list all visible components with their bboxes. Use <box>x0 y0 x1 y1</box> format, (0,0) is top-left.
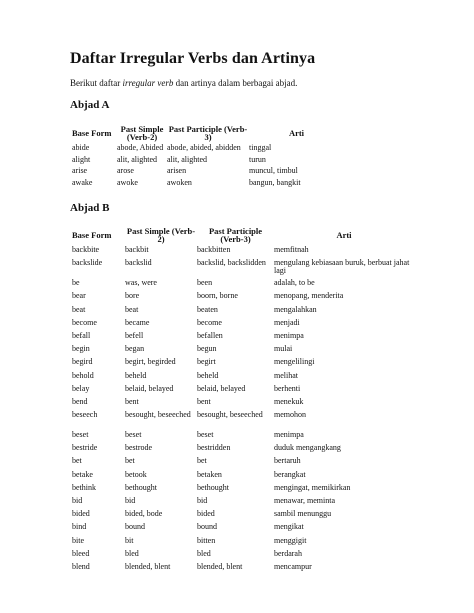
cell-past-simple: bethought <box>125 482 157 492</box>
cell-base-form: bided <box>72 509 90 519</box>
cell-arti: mencampur <box>274 561 312 571</box>
intro-text-before: Berikut daftar <box>70 78 123 88</box>
cell-past-simple: betook <box>125 469 147 479</box>
cell-past-simple: bit <box>125 535 134 545</box>
cell-past-participle: bitten <box>197 535 216 545</box>
cell-past-participle: belaid, belayed <box>197 383 246 393</box>
cell-past-participle: bethought <box>197 482 229 492</box>
table-row <box>72 444 414 457</box>
cell-past-simple: bestrode <box>125 443 153 453</box>
table-row <box>72 332 414 345</box>
table-row <box>72 431 414 444</box>
cell-past-simple: became <box>125 317 150 327</box>
cell-past-participle: befallen <box>197 330 223 340</box>
cell-past-participle: boorn, borne <box>197 291 238 301</box>
table-row <box>72 457 414 470</box>
cell-past-simple: bent <box>125 396 139 406</box>
cell-arti: melihat <box>274 370 298 380</box>
table-row <box>72 510 414 523</box>
table-row <box>72 156 344 168</box>
cell-base-form: blend <box>72 561 90 571</box>
cell-arti: memohon <box>274 410 306 420</box>
cell-base-form: begin <box>72 344 90 354</box>
table-row <box>72 523 414 536</box>
cell-arti: bangun, bangkit <box>249 177 301 187</box>
cell-base-form: bind <box>72 522 87 532</box>
cell-past-participle: bided <box>197 509 215 519</box>
cell-past-simple: blended, blent <box>125 561 171 571</box>
cell-past-participle: bent <box>197 396 211 406</box>
cell-past-simple: bided, bode <box>125 509 163 519</box>
cell-past-participle: begun <box>197 344 217 354</box>
cell-past-simple: beset <box>125 430 142 440</box>
cell-past-simple: beat <box>125 304 139 314</box>
cell-arti: sambil menunggu <box>274 509 332 519</box>
cell-arti: mengingat, memikirkan <box>274 482 351 492</box>
table-row <box>72 179 344 191</box>
page-title: Daftar Irregular Verbs dan Artinya <box>70 50 316 67</box>
cell-past-participle: awoken <box>167 177 192 187</box>
cell-base-form: backbite <box>72 245 100 254</box>
verbs-table-b <box>72 224 414 576</box>
cell-arti: mengalahkan <box>274 304 317 314</box>
header-past-participle: Past Participle (Verb-3) <box>168 123 248 142</box>
cell-past-simple: began <box>125 344 145 354</box>
table-row <box>72 411 414 431</box>
table-row <box>72 471 414 484</box>
cell-past-simple: was, were <box>125 278 157 288</box>
cell-arti: berdarah <box>274 548 302 558</box>
cell-arti: bertaruh <box>274 456 301 466</box>
cell-past-participle: betaken <box>197 469 222 479</box>
table-row <box>72 345 414 358</box>
cell-arti: menggigit <box>274 535 307 545</box>
cell-past-participle: backbitten <box>197 245 231 254</box>
table-row <box>72 550 414 563</box>
cell-past-simple: arose <box>117 166 134 176</box>
cell-base-form: beset <box>72 430 89 440</box>
cell-arti: mengulang kebiasaan buruk, berbuat jahat lagi <box>274 258 410 276</box>
header-past-participle: Past Participle (Verb-3) <box>208 225 263 244</box>
table-row <box>72 144 344 156</box>
cell-arti: menawar, meminta <box>274 496 335 505</box>
cell-past-simple: bore <box>125 291 140 301</box>
cell-past-simple: backslid <box>125 258 152 268</box>
cell-base-form: begird <box>72 357 93 367</box>
cell-past-participle: become <box>197 317 222 327</box>
cell-past-participle: bound <box>197 522 217 532</box>
header-past-simple: Past Simple (Verb-2) <box>126 225 196 244</box>
cell-base-form: bethink <box>72 482 96 492</box>
cell-past-simple: begirt, begirded <box>125 357 176 367</box>
cell-past-simple: alit, alighted <box>117 154 157 164</box>
cell-base-form: abide <box>72 143 90 152</box>
cell-past-participle: blended, blent <box>197 561 243 571</box>
cell-arti: muncul, timbul <box>249 166 298 176</box>
header-base-form: Base Form <box>72 229 112 240</box>
cell-arti: menopang, menderita <box>274 291 344 301</box>
cell-base-form: bend <box>72 396 88 406</box>
table-row <box>72 279 414 292</box>
cell-arti: berangkat <box>274 469 306 479</box>
cell-base-form: alight <box>72 154 91 164</box>
table-header-row <box>72 224 414 246</box>
cell-past-participle: beaten <box>197 304 218 314</box>
cell-base-form: bet <box>72 456 82 466</box>
table-header-row <box>72 122 344 144</box>
cell-past-simple: befell <box>125 330 144 340</box>
cell-past-participle: alit, alighted <box>167 154 207 164</box>
header-arti: Arti <box>336 229 352 240</box>
cell-arti: menjadi <box>274 317 300 327</box>
cell-arti: menimpa <box>274 330 304 340</box>
header-arti: Arti <box>288 127 305 138</box>
cell-arti: mulai <box>274 344 293 354</box>
table-row <box>72 497 414 510</box>
cell-arti: mengikat <box>274 522 304 532</box>
cell-arti: adalah, to be <box>274 278 315 288</box>
cell-arti: mengelilingi <box>274 357 315 367</box>
cell-past-simple: backbit <box>125 245 149 254</box>
cell-base-form: beat <box>72 304 86 314</box>
cell-past-participle: beset <box>197 430 214 440</box>
cell-past-participle: bet <box>197 456 207 466</box>
table-row <box>72 306 414 319</box>
cell-base-form: bid <box>72 496 83 505</box>
cell-past-participle: besought, beseeched <box>197 410 263 420</box>
cell-base-form: bleed <box>72 548 90 558</box>
cell-past-simple: beheld <box>125 370 147 380</box>
cell-past-participle: beheld <box>197 370 219 380</box>
verbs-table-a <box>72 122 344 190</box>
header-base-form: Base Form <box>72 127 112 138</box>
cell-past-simple: bid <box>125 496 136 505</box>
table-row <box>72 385 414 398</box>
cell-past-participle: abode, abided, abidden <box>167 143 241 152</box>
cell-past-participle: been <box>197 278 213 288</box>
cell-base-form: arise <box>72 166 88 176</box>
section-b-heading: Abjad B <box>70 202 110 214</box>
cell-arti: menimpa <box>274 430 304 440</box>
cell-arti: tinggal <box>249 143 272 152</box>
cell-base-form: betake <box>72 469 93 479</box>
intro-emphasis: irregular verb <box>122 78 174 88</box>
cell-past-participle: bestridden <box>197 443 231 453</box>
table-row <box>72 484 414 497</box>
cell-past-participle: backslid, backslidden <box>197 258 266 268</box>
intro-text-after: dan artinya dalam berbagai abjad. <box>173 78 298 88</box>
cell-past-participle: arisen <box>167 166 187 176</box>
table-row <box>72 563 414 576</box>
cell-arti: turun <box>249 154 266 164</box>
table-row <box>72 292 414 305</box>
cell-past-simple: awoke <box>117 177 138 187</box>
cell-past-participle: bled <box>197 548 211 558</box>
cell-arti: memfitnah <box>274 245 309 254</box>
cell-past-simple: bound <box>125 522 145 532</box>
cell-past-simple: besought, beseeched <box>125 410 191 420</box>
cell-base-form: befall <box>72 330 91 340</box>
cell-base-form: bestride <box>72 443 98 453</box>
cell-base-form: backslide <box>72 258 103 268</box>
table-row <box>72 259 414 279</box>
cell-base-form: belay <box>72 383 90 393</box>
cell-past-simple: abode, Abided <box>117 143 164 152</box>
intro-paragraph <box>70 78 297 88</box>
table-row <box>72 372 414 385</box>
table-row <box>72 537 414 550</box>
header-past-simple: Past Simple (Verb-2) <box>120 123 164 142</box>
cell-past-simple: bled <box>125 548 139 558</box>
cell-base-form: be <box>72 278 80 288</box>
cell-past-simple: belaid, belayed <box>125 383 174 393</box>
section-a-heading: Abjad A <box>70 99 110 111</box>
table-row <box>72 167 344 179</box>
cell-base-form: behold <box>72 370 94 380</box>
cell-past-simple: bet <box>125 456 135 466</box>
cell-base-form: become <box>72 317 97 327</box>
cell-arti: duduk mengangkang <box>274 443 341 453</box>
cell-arti: menekuk <box>274 396 304 406</box>
cell-arti: berhenti <box>274 383 301 393</box>
cell-base-form: beseech <box>72 410 98 420</box>
cell-base-form: bite <box>72 535 84 545</box>
cell-base-form: awake <box>72 177 93 187</box>
table-row <box>72 358 414 371</box>
cell-past-participle: bid <box>197 496 208 505</box>
cell-base-form: bear <box>72 291 86 301</box>
cell-past-participle: begirt <box>197 357 216 367</box>
table-row <box>72 319 414 332</box>
